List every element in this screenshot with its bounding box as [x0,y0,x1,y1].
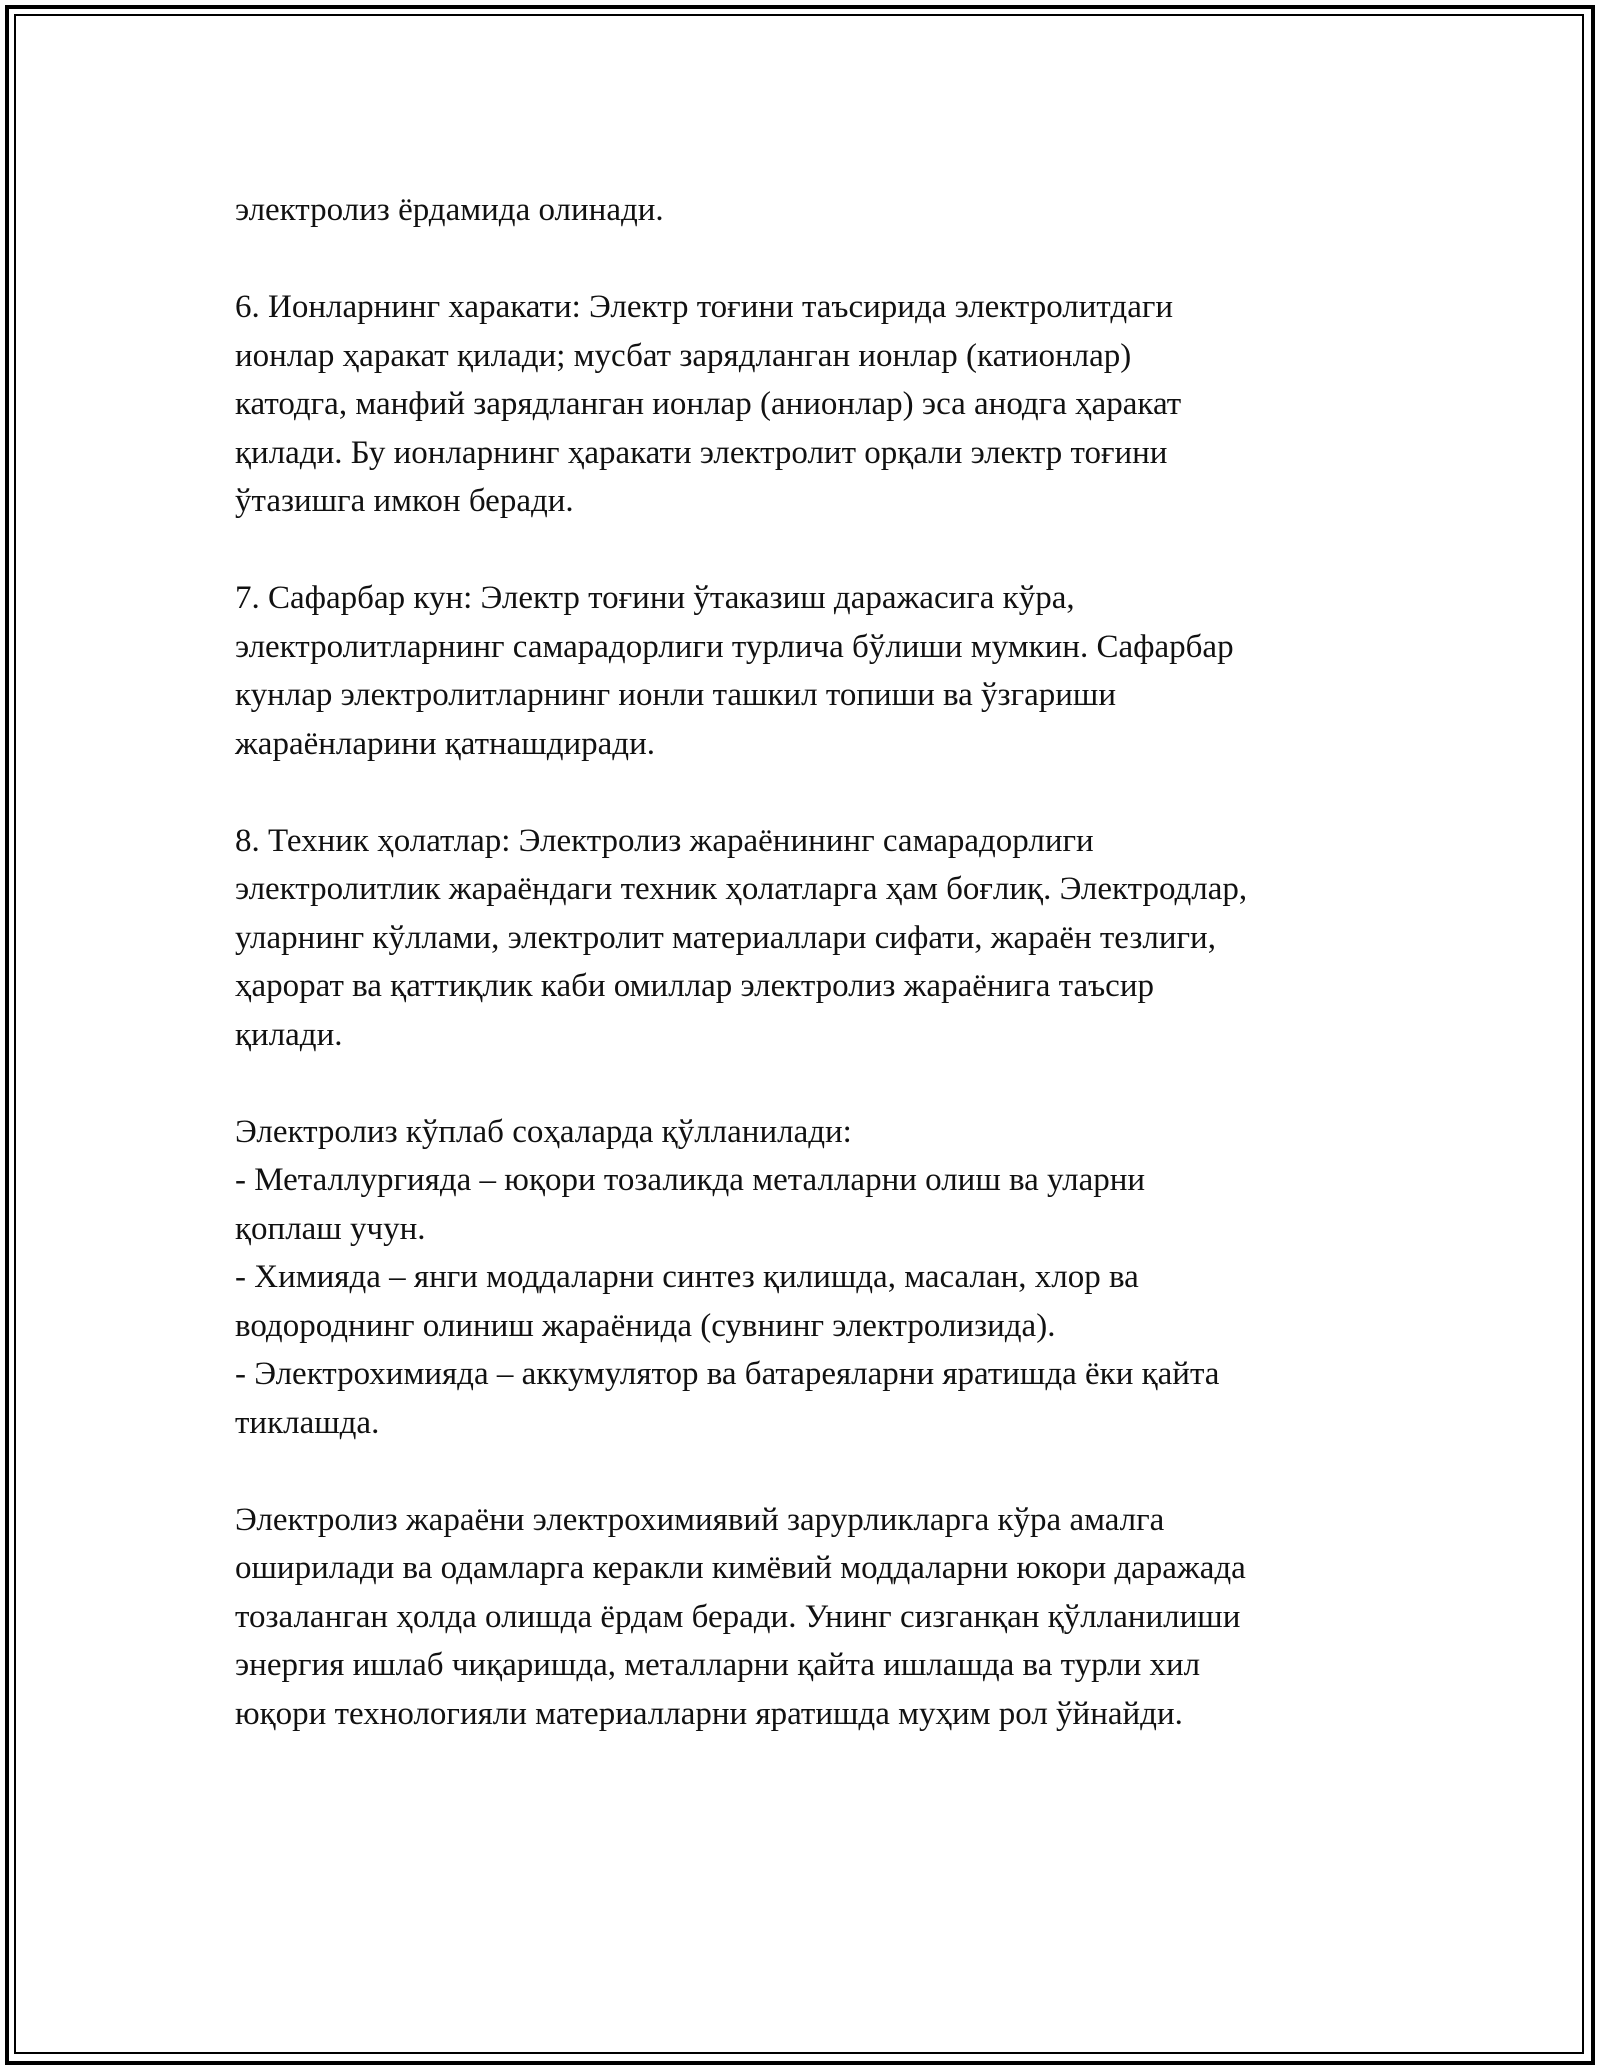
document-body [235,186,1385,1738]
paragraph-intro-continuation: электролиз ёрдамида олинади. [235,192,664,228]
paragraph-item-8-technical-conditions: 8. Техник ҳолатлар: Электролиз жараёнининг самарадорлиги электролитлик жараёндаги техник ҳолатларга ҳам боғлиқ. Электродлар, уларнинг кўллами, электролит материаллари сифати, жараён тезлиги, ҳарорат ва қаттиқлик каби омиллар электролиз жараёнига таъсир қилади. [235,822,1248,1053]
paragraph-conclusion: Электролиз жараёни электрохимиявий зарурликларга кўра амалга оширилади ва одамларга керакли кимёвий моддаларни юкори даражада тозаланган ҳолда олишда ёрдам беради. Унинг сизганқан қўлланилиши энергия ишлаб чиқаришда, металларни қайта ишлашда ва турли хил юқори технологияли материалларни яратишда муҳим рол ўйнайди. [235,1501,1246,1732]
paragraph-item-7-mobilization: 7. Сафарбар кун: Электр тоғини ўтаказиш даражасига кўра, электролитларнинг самарадорлиги турлича бўлиши мумкин. Сафарбар кунлар электролитларнинг ионли ташкил топиши ва ўзгариши жараёнларини қатнашдиради. [235,580,1234,762]
paragraph-item-6-ion-movement: 6. Ионларнинг харакати: Электр тоғини таъсирида электролитдаги ионлар ҳаракат қилади; мусбат зарядланган ионлар (катионлар) катодга, манфий зарядланган ионлар (анионлар) эса анодга ҳаракат қилади. Бу ионларнинг ҳаракати электролит орқали электр тоғини ўтазишга имкон беради. [235,289,1182,519]
paragraph-applications-list: Электролиз кўплаб соҳаларда қўлланилади: - Металлургияда – юқори тозаликда металларни олиш ва уларни қоплаш учун. - Химияда – янги моддаларни синтез қилишда, масалан, хлор ва водороднинг олиниш жараёнида (сувнинг электролизида). - Электрохимияда – аккумулятор ва батареяларни яратишда ёки қайта тиклашда. [235,1113,1220,1441]
